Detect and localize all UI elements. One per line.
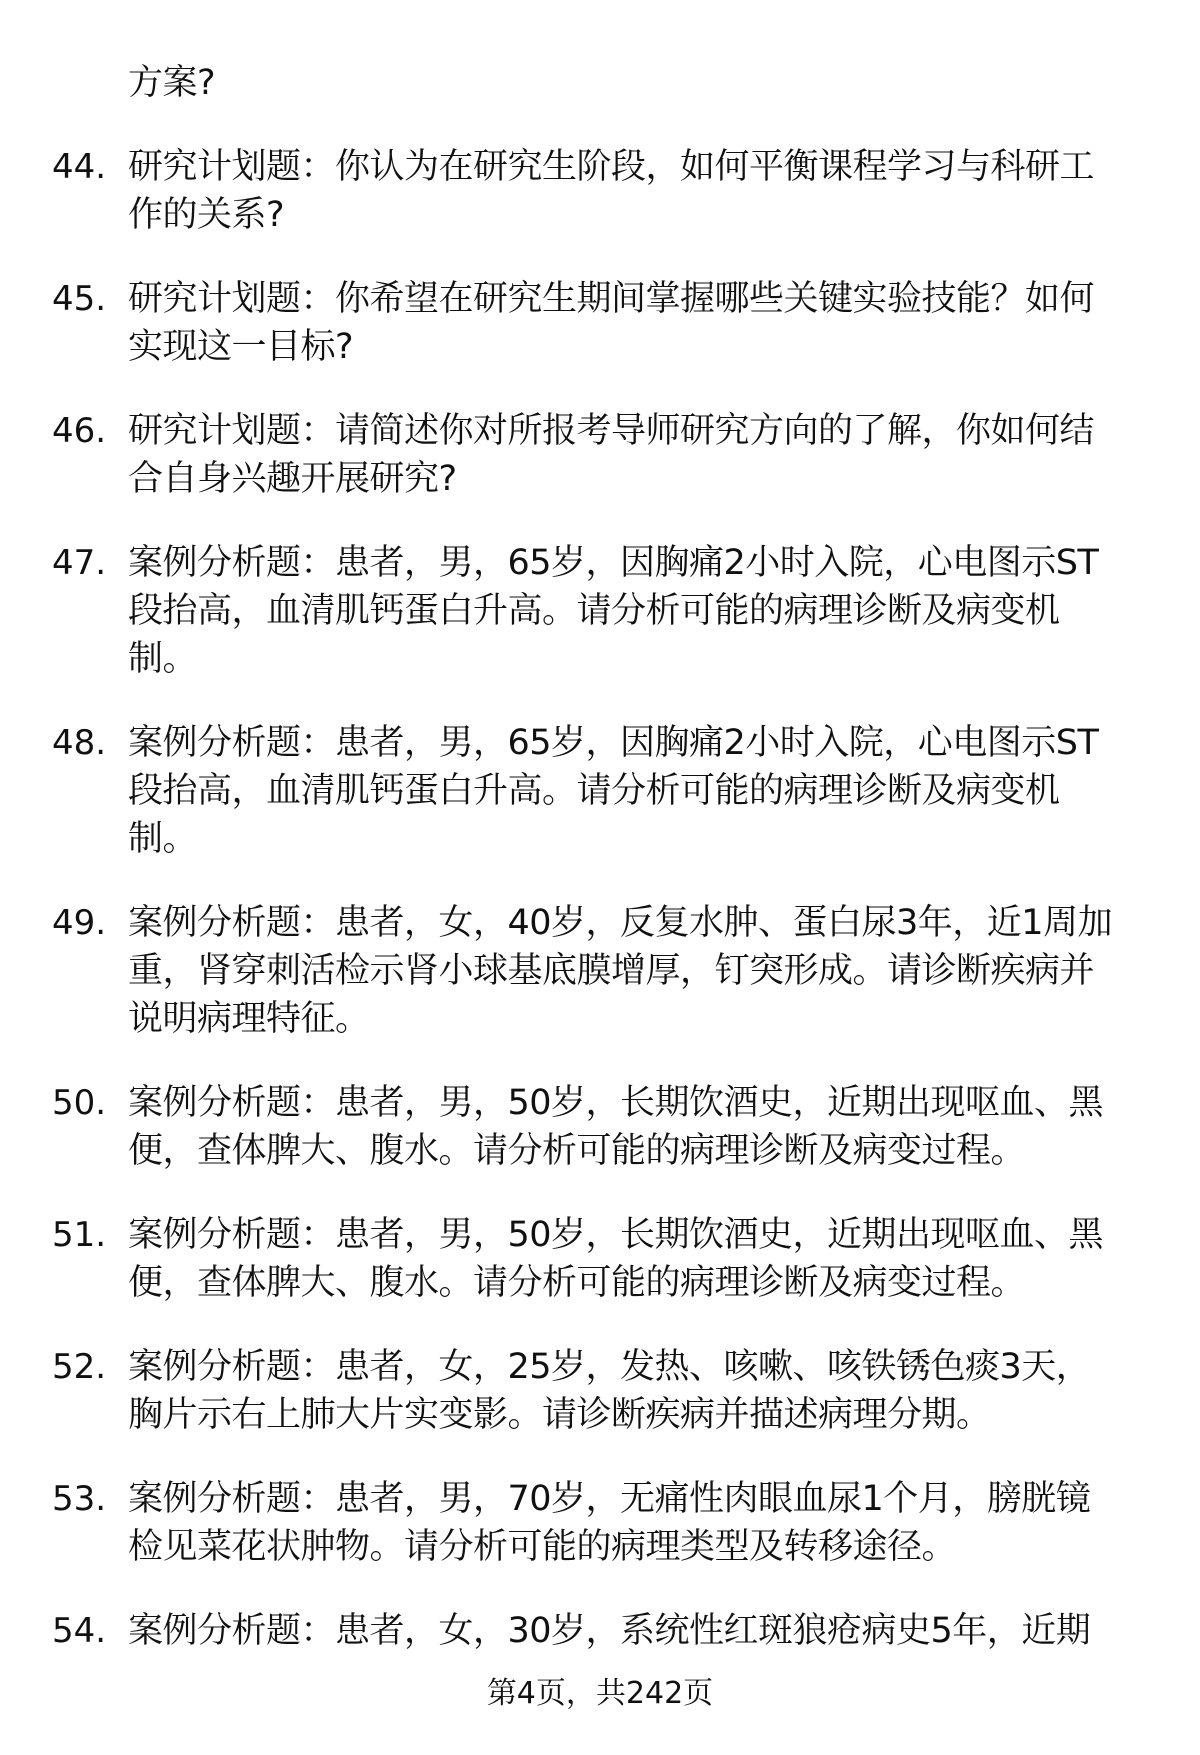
question-item — [0, 1211, 1200, 1307]
question-number: 46. — [52, 411, 107, 451]
question-continuation — [0, 59, 1200, 107]
question-text — [128, 407, 1200, 503]
text-line: 实现这一目标? — [128, 327, 354, 367]
question-number: 44. — [52, 147, 107, 187]
question-number: 54. — [52, 1611, 107, 1651]
question-text — [128, 1475, 1200, 1571]
question-item — [0, 719, 1200, 863]
question-number: 53. — [52, 1479, 107, 1519]
text-line: 案例分析题：患者，男，50岁，长期饮酒史，近期出现呕血、黑 — [128, 1083, 1104, 1123]
question-text — [128, 719, 1200, 863]
text-line: 检见菜花状肿物。请分析可能的病理类型及转移途径。 — [128, 1527, 957, 1567]
text-line: 便，查体脾大、腹水。请分析可能的病理诊断及病变过程。 — [128, 1131, 1026, 1171]
question-number: 50. — [52, 1083, 107, 1123]
text-line: 研究计划题：你希望在研究生期间掌握哪些关键实验技能？如何 — [128, 279, 1095, 319]
question-text — [128, 1343, 1200, 1439]
text-line: 案例分析题：患者，男，50岁，长期饮酒史，近期出现呕血、黑 — [128, 1215, 1104, 1255]
text-line: 段抬高，血清肌钙蛋白升高。请分析可能的病理诊断及病变机 — [128, 591, 1060, 631]
question-item — [0, 143, 1200, 239]
question-item — [0, 899, 1200, 1043]
text-line: 便，查体脾大、腹水。请分析可能的病理诊断及病变过程。 — [128, 1263, 1026, 1303]
text-line: 案例分析题：患者，女，25岁，发热、咳嗽、咳铁锈色痰3天， — [128, 1347, 1091, 1387]
text-line: 案例分析题：患者，男，70岁，无痛性肉眼血尿1个月，膀胱镜 — [128, 1479, 1091, 1519]
question-text — [128, 899, 1200, 1043]
text-line: 方案? — [128, 63, 216, 103]
text-line: 案例分析题：患者，女，40岁，反复水肿、蛋白尿3年，近1周加 — [128, 903, 1113, 943]
question-item — [0, 1343, 1200, 1439]
text-line: 案例分析题：患者，男，65岁，因胸痛2小时入院，心电图示ST — [128, 543, 1099, 583]
text-line: 作的关系? — [128, 195, 285, 235]
question-item — [0, 1475, 1200, 1571]
question-item — [0, 407, 1200, 503]
question-text — [128, 59, 1200, 107]
question-text — [128, 143, 1200, 239]
text-line: 研究计划题：请简述你对所报考导师研究方向的了解，你如何结 — [128, 411, 1095, 451]
text-line: 段抬高，血清肌钙蛋白升高。请分析可能的病理诊断及病变机 — [128, 771, 1060, 811]
text-line: 研究计划题：你认为在研究生阶段，如何平衡课程学习与科研工 — [128, 147, 1095, 187]
text-line: 重，肾穿刺活检示肾小球基底膜增厚，钉突形成。请诊断疾病并 — [128, 951, 1095, 991]
question-item — [0, 1607, 1200, 1655]
question-item — [0, 1079, 1200, 1175]
text-line: 制。 — [128, 639, 198, 679]
question-number: 52. — [52, 1347, 107, 1387]
text-line: 说明病理特征。 — [128, 999, 370, 1039]
question-number: 48. — [52, 723, 107, 763]
text-line: 胸片示右上肺大片实变影。请诊断疾病并描述病理分期。 — [128, 1395, 991, 1435]
question-list — [0, 59, 1200, 1691]
question-number: 47. — [52, 543, 107, 583]
text-line: 案例分析题：患者，男，65岁，因胸痛2小时入院，心电图示ST — [128, 723, 1099, 763]
question-text — [128, 1607, 1200, 1655]
question-number: 49. — [52, 903, 107, 943]
text-line: 合自身兴趣开展研究? — [128, 459, 457, 499]
text-line: 案例分析题：患者，女，30岁，系统性红斑狼疮病史5年，近期 — [128, 1611, 1091, 1651]
question-text — [128, 539, 1200, 683]
question-number: 45. — [52, 279, 107, 319]
question-text — [128, 1079, 1200, 1175]
question-number: 51. — [52, 1215, 107, 1255]
text-line: 制。 — [128, 819, 198, 859]
page-footer: 第4页，共242页 — [486, 1676, 714, 1711]
question-text — [128, 1211, 1200, 1307]
question-text — [128, 275, 1200, 371]
question-item — [0, 275, 1200, 371]
question-item — [0, 539, 1200, 683]
